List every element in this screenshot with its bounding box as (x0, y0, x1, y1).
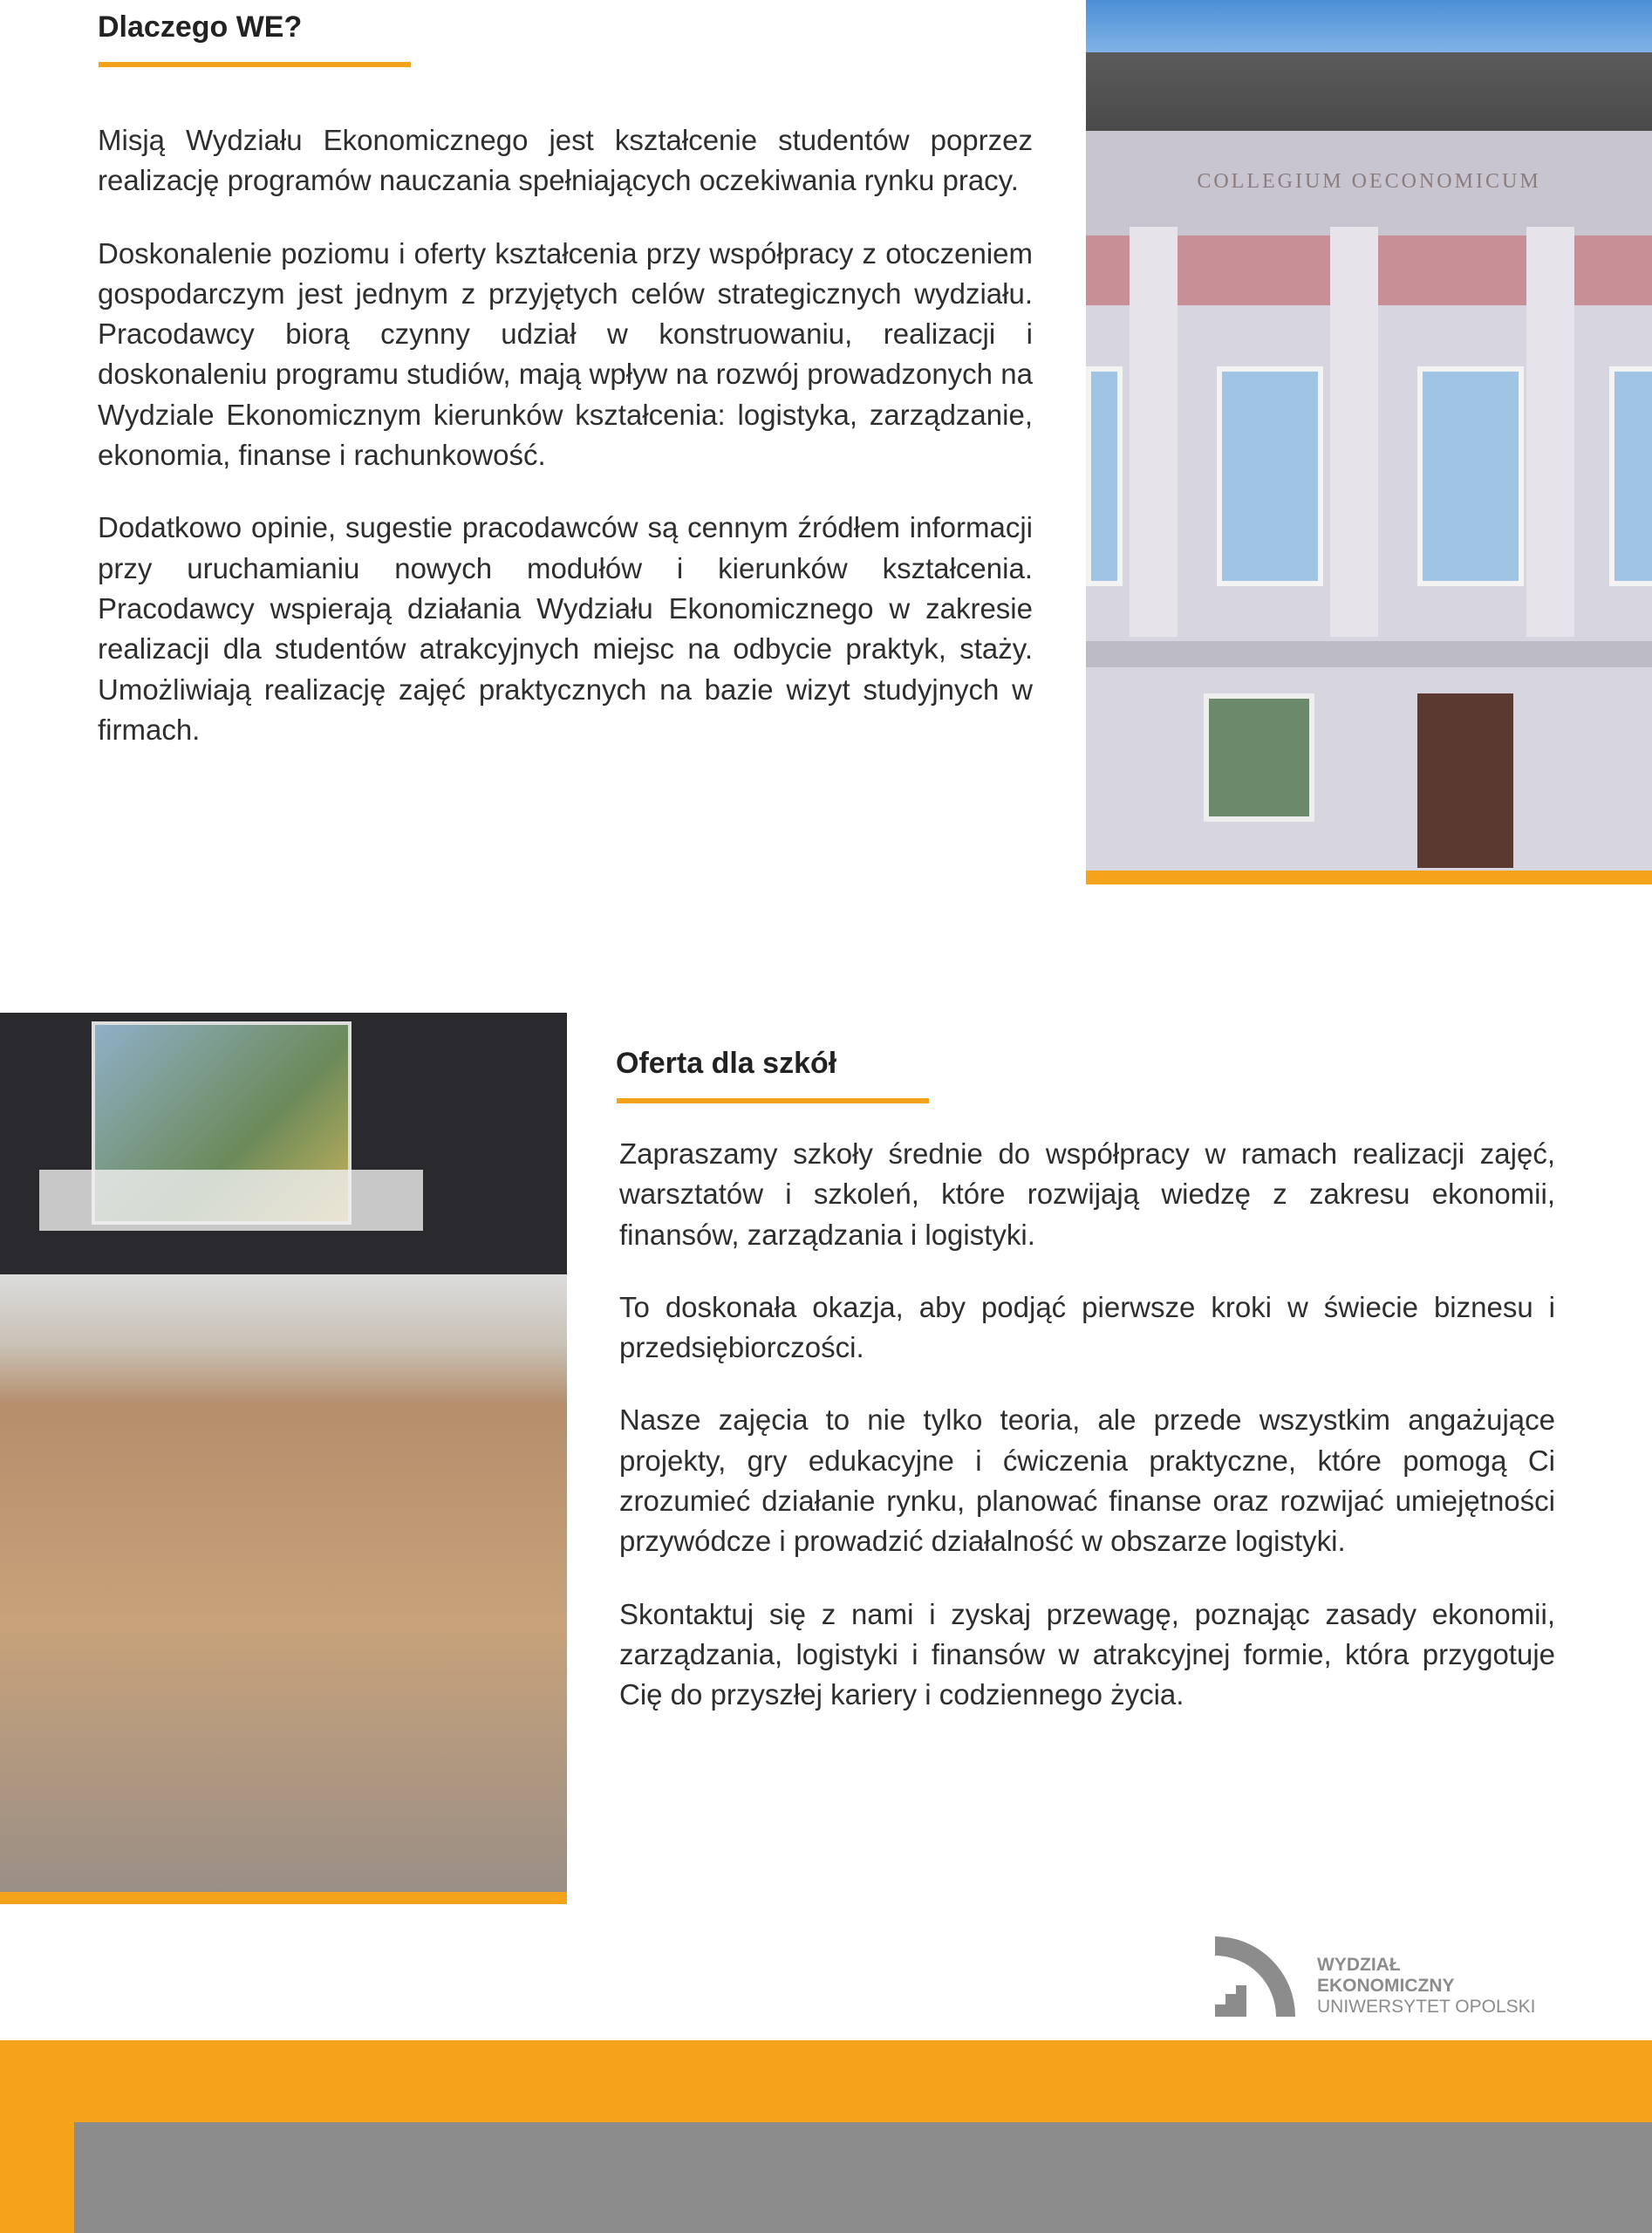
lecture-hall-photo (0, 1013, 567, 1892)
footer-gray-band (74, 2122, 1652, 2233)
paragraph: Skontaktuj się z nami i zyskaj przewagę, poznając zasady ekonomii, zarządzania, logistyki i finansów w atrakcyjnej formie, która przygotuje Cię do przyszłej kariery i codziennego życia. (619, 1597, 1555, 1711)
why-we-text (98, 120, 1033, 782)
section-heading-offer: Oferta dla szkół (616, 1047, 837, 1080)
logo-arc-icon (1215, 1936, 1298, 2019)
photo-accent-bar (1086, 871, 1652, 884)
offer-text (619, 1134, 1555, 1748)
building-photo (1086, 0, 1652, 871)
paragraph: Doskonalenie poziomu i oferty kształcenia przy współpracy z otoczeniem gospodarczym jest jednym z przyjętych celów strategicznych wydziału. Pracodawcy biorą czynny udział w konstruowaniu, realizacji i doskonaleniu programu studiów, mają wpływ na rozwój prowadzonych na Wydziale Ekonomicznym kierunków kształcenia: logistyka, zarządzanie, ekonomia, finanse i rachunkowość. (98, 236, 1033, 472)
paragraph: Zapraszamy szkoły średnie do współpracy w ramach realizacji zajęć, warsztatów i szkoleń, które rozwijają wiedzę z zakresu ekonomii, finansów, zarządzania i logistyki. (619, 1137, 1555, 1251)
logo-line-2: EKONOMICZNY (1317, 1976, 1455, 1996)
heading-underline (99, 62, 411, 67)
photo-accent-bar (0, 1892, 567, 1904)
logo-line-3: UNIWERSYTET OPOLSKI (1317, 1997, 1536, 2017)
paragraph: To doskonała okazja, aby podjąć pierwsze kroki w świecie biznesu i przedsiębiorczości. (619, 1290, 1555, 1364)
faculty-logo (1215, 1936, 1564, 2024)
section-heading-why-we: Dlaczego WE? (98, 10, 303, 44)
building-inscription: COLLEGIUM OECONOMICUM (1197, 170, 1541, 193)
paragraph: Dodatkowo opinie, sugestie pracodawców są cennym źródłem informacji przy uruchamianiu nowych modułów i kierunków kształcenia. Pracodawcy wspierają działania Wydziału Ekonomicznego w zakresie realizacji dla studentów atrakcyjnych miejsc na odbycie praktyk, staży. Umożliwiają realizację zajęć praktycznych na bazie wizyt studyjnych w firmach. (98, 511, 1033, 746)
logo-line-1: WYDZIAŁ (1317, 1955, 1401, 1975)
paragraph: Misją Wydziału Ekonomicznego jest kształcenie studentów poprzez realizację programów nauczania spełniających oczekiwania rynku pracy. (98, 124, 1033, 197)
paragraph: Nasze zajęcia to nie tylko teoria, ale przede wszystkim angażujące projekty, gry edukacyjne i ćwiczenia praktyczne, które pomogą Ci zrozumieć działanie rynku, planować finanse oraz rozwijać umiejętności przywódcze i prowadzić działalność w obszarze logistyki. (619, 1403, 1555, 1558)
heading-underline (617, 1098, 929, 1103)
